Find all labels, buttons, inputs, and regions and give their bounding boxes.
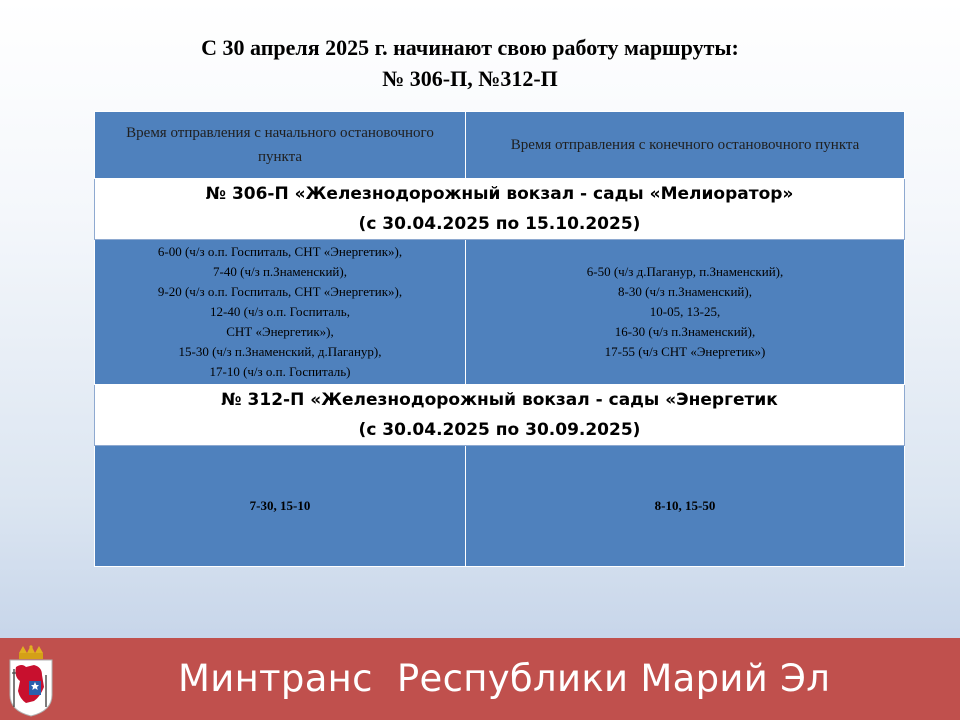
route-period-312: (с 30.04.2025 по 30.09.2025) <box>358 420 641 440</box>
time-line: 10-05, 13-25, <box>649 304 721 319</box>
time-line: 9-20 (ч/з о.п. Госпиталь, СНТ «Энергетик»), <box>157 284 403 299</box>
route-name-312: № 312-П «Железнодорожный вокзал - сады «Энергетик <box>221 390 778 410</box>
times-row-312 <box>95 446 905 567</box>
route-row-312 <box>95 385 905 446</box>
time-line: 17-10 (ч/з о.п. Госпиталь) <box>209 364 351 379</box>
schedule-table <box>94 111 905 567</box>
page-title <box>0 32 940 94</box>
table-header-row <box>95 112 905 179</box>
crown-icon <box>19 645 43 659</box>
time-line: 16-30 (ч/з п.Знаменский), <box>614 324 756 339</box>
footer-text: Минтранс Республики Марий Эл <box>178 657 831 700</box>
header-cell-start: Время отправления с начального остановочного пункта <box>95 112 466 179</box>
coat-of-arms-icon <box>4 645 58 717</box>
end-times-312 <box>466 446 905 567</box>
start-times-312 <box>95 446 466 567</box>
route-title-306 <box>95 179 905 240</box>
route-row-306 <box>95 179 905 240</box>
time-line: СНТ «Энергетик»), <box>226 324 334 339</box>
route-name-306: № 306-П «Железнодорожный вокзал - сады «Мелиоратор» <box>205 184 794 204</box>
time-line: 12-40 (ч/з о.п. Госпиталь, <box>210 304 350 319</box>
route-period-306: (с 30.04.2025 по 15.10.2025) <box>358 214 641 234</box>
time-line: 7-40 (ч/з п.Знаменский), <box>213 264 347 279</box>
header-cell-end: Время отправления с конечного остановочного пункта <box>466 112 905 179</box>
time-line: 6-00 (ч/з о.п. Госпиталь, СНТ «Энергетик»), <box>157 244 403 259</box>
times-row-306 <box>95 240 905 385</box>
title-line-2: № 306-П, №312-П <box>382 66 558 91</box>
title-line-1: С 30 апреля 2025 г. начинают свою работу маршруты: <box>201 35 739 60</box>
start-times-306 <box>95 240 466 385</box>
time-line: 8-30 (ч/з п.Знаменский), <box>618 284 752 299</box>
time-line: 6-50 (ч/з д.Паганур, п.Знаменский), <box>586 264 784 279</box>
time-line: 15-30 (ч/з п.Знаменский, д.Паганур), <box>178 344 382 359</box>
footer-bar <box>0 638 960 720</box>
time-line: 7-30, 15-10 <box>249 498 311 513</box>
end-times-306 <box>466 240 905 385</box>
route-title-312 <box>95 385 905 446</box>
time-line: 17-55 (ч/з СНТ «Энергетик») <box>604 344 766 359</box>
time-line: 8-10, 15-50 <box>654 498 716 513</box>
